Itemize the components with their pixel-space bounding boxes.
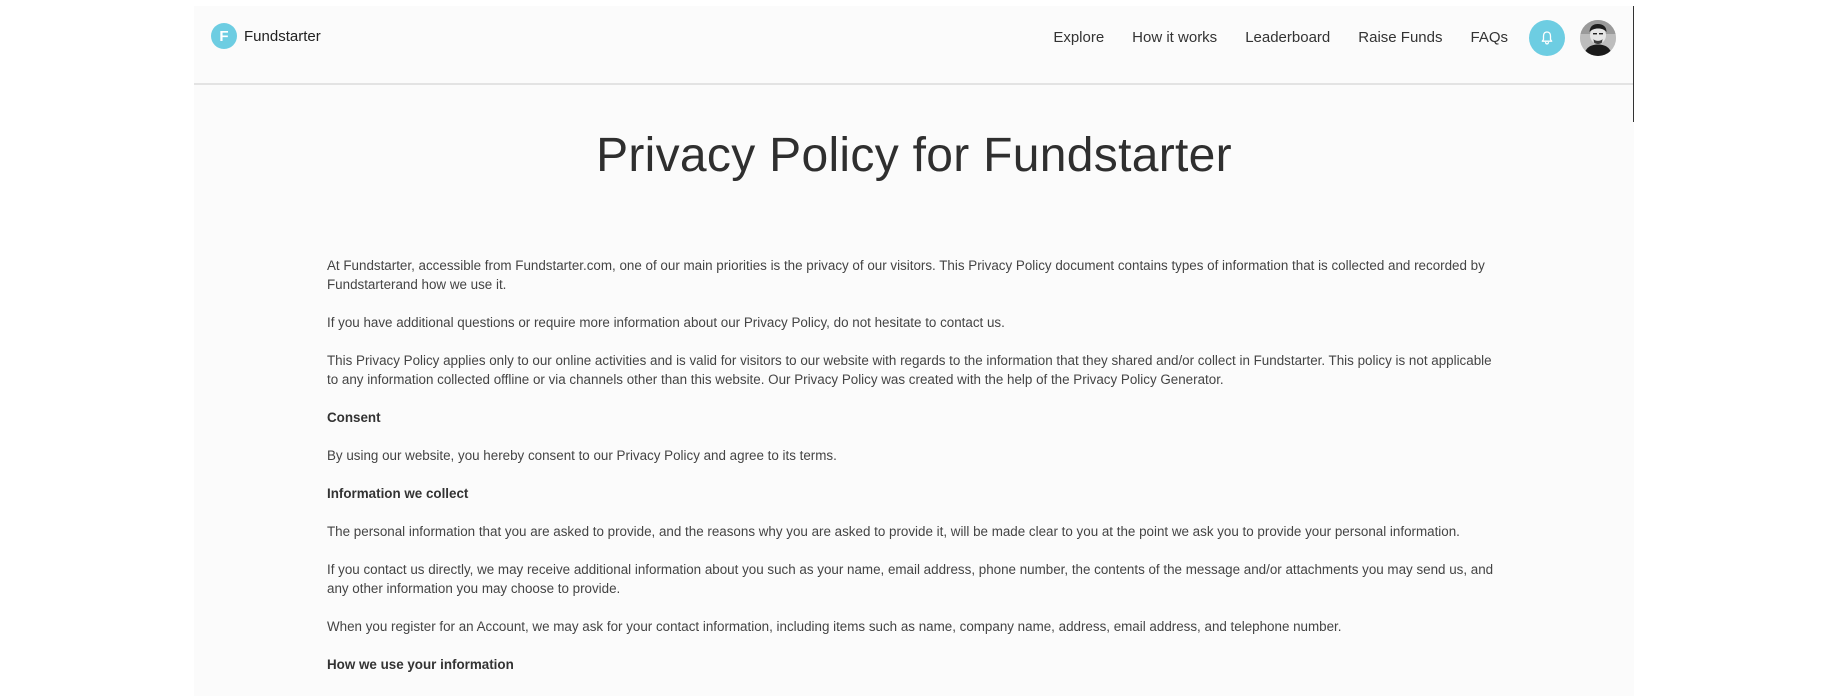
nav-explore[interactable]: Explore — [1053, 29, 1105, 46]
page — [194, 6, 1634, 696]
avatar-icon — [1580, 20, 1616, 56]
notifications-button[interactable] — [1529, 20, 1565, 56]
section-heading-consent: Consent — [327, 410, 381, 425]
policy-paragraph: At Fundstarter, accessible from Fundstarter.com, one of our main priorities is the privacy of our visitors. This Privacy Policy document contains types of information that is collected and recorded by Fundstarterand how we use it. — [327, 258, 1485, 292]
section-heading-how-we-use: How we use your information — [327, 657, 514, 672]
policy-paragraph: If you contact us directly, we may receive additional information about you such as your name, email address, phone number, the contents of the message and/or attachments you may send us, and any other information you may choose to provide. — [327, 562, 1494, 596]
policy-paragraph: This Privacy Policy applies only to our online activities and is valid for visitors to our website with regards to the information that they shared and/or collect in Fundstarter. This policy is not applicable to any information collected offline or via channels other than this website. Our Privacy Policy was created with the help of the Privacy Policy Generator. — [327, 353, 1492, 387]
section-heading-information-we-collect: Information we collect — [327, 486, 469, 501]
window-edge-divider — [1633, 6, 1634, 122]
nav-how-it-works[interactable]: How it works — [1132, 29, 1218, 46]
user-avatar[interactable] — [1580, 20, 1616, 56]
page-title: Privacy Policy for Fundstarter — [596, 129, 1232, 182]
policy-paragraph: By using our website, you hereby consent to our Privacy Policy and agree to its terms. — [327, 448, 837, 463]
navbar — [194, 6, 1634, 85]
policy-content — [327, 256, 1499, 693]
brand-name: Fundstarter — [244, 27, 321, 45]
brand-link[interactable] — [211, 23, 321, 49]
policy-paragraph: If you have additional questions or require more information about our Privacy Policy, do not hesitate to contact us. — [327, 315, 1005, 330]
main-nav — [1053, 29, 1508, 46]
nav-raise-funds[interactable]: Raise Funds — [1358, 29, 1443, 46]
policy-paragraph: The personal information that you are asked to provide, and the reasons why you are asked to provide it, will be made clear to you at the point we ask you to provide your personal information. — [327, 524, 1460, 539]
policy-paragraph: When you register for an Account, we may ask for your contact information, including items such as name, company name, address, email address, and telephone number. — [327, 619, 1342, 634]
nav-leaderboard[interactable]: Leaderboard — [1245, 29, 1331, 46]
bell-icon — [1539, 30, 1555, 46]
nav-faqs[interactable]: FAQs — [1470, 29, 1508, 46]
brand-logo-icon: F — [211, 23, 237, 49]
